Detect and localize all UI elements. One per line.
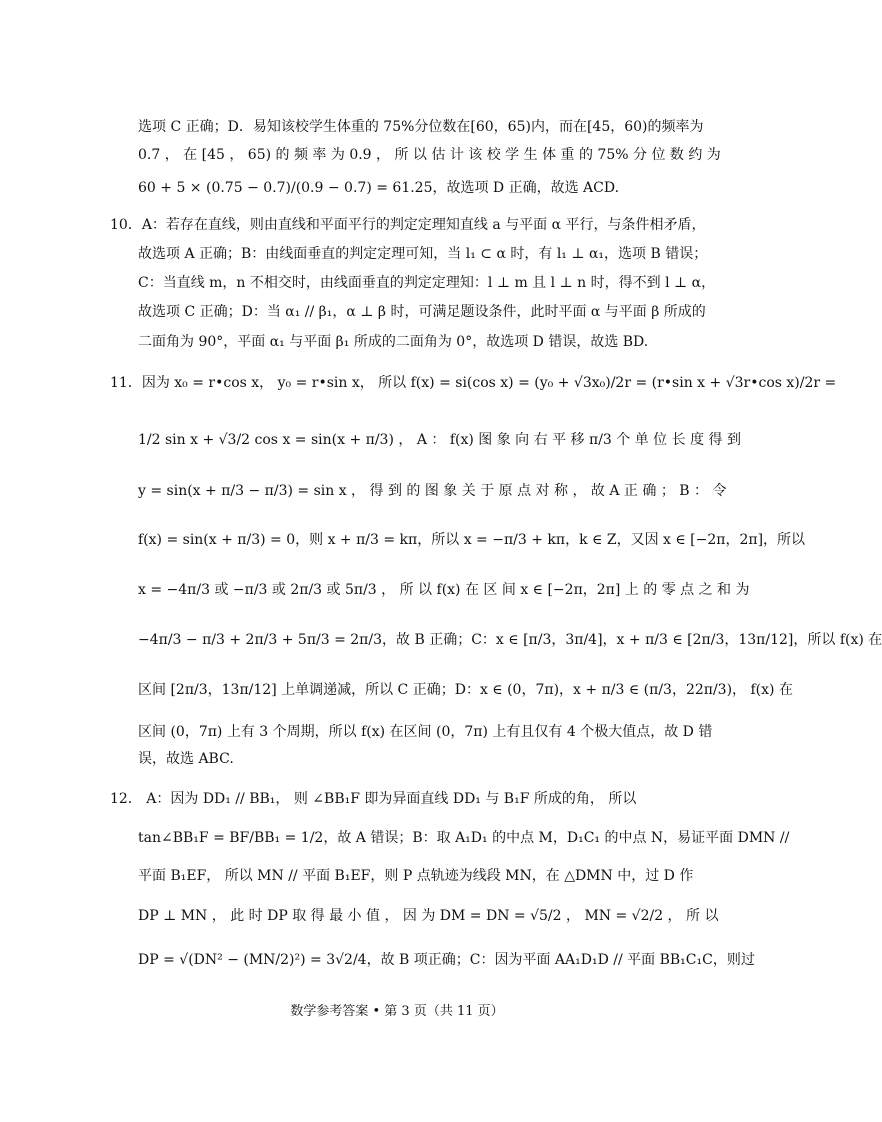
text-line-8: 二面角为 90°，平面 α₁ 与平面 β₁ 所成的二面角为 0°，故选项 D 错误，故选 BD. <box>138 334 649 350</box>
text-line-14: −4π/3 − π/3 + 2π/3 + 5π/3 = 2π/3，故 B 正确；C：x ∈ [π/3，3π/4]，x + π/3 ∈ [2π/3，13π/12]，所以 f(x) 在 <box>138 632 882 648</box>
text-line-22: DP = √(DN² − (MN/2)²) = 3√2/4，故 B 项正确；C：因为平面 AA₁D₁D // 平面 BB₁C₁C，则过 <box>138 952 755 968</box>
text-line-18: 12． A：因为 DD₁ // BB₁， 则 ∠BB₁F 即为异面直线 DD₁ 与 B₁F 所成的角， 所以 <box>110 791 637 807</box>
text-line-15: 区间 [2π/3，13π/12] 上单调递减，所以 C 正确；D：x ∈ (0，7π)，x + π/3 ∈ (π/3，22π/3)， f(x) 在 <box>138 682 793 698</box>
page-footer: 数学参考答案 • 第 3 页（共 11 页） <box>290 1004 504 1019</box>
text-line-12: f(x) = sin(x + π/3) = 0，则 x + π/3 = kπ，所以 x = −π/3 + kπ，k ∈ Z，又因 x ∈ [−2π，2π]，所以 <box>138 532 806 548</box>
text-line-7: 故选项 C 正确；D：当 α₁ // β₁，α ⊥ β 时，可满足题设条件，此时平面 α 与平面 β 所成的 <box>138 304 706 320</box>
text-line-3: 60 + 5 × (0.75 − 0.7)/(0.9 − 0.7) = 61.25，故选项 D 正确，故选 ACD. <box>138 180 620 196</box>
text-line-1: 选项 C 正确；D．易知该校学生体重的 75%分位数在[60，65)内，而在[45，60)的频率为 <box>138 119 704 135</box>
text-line-9: 11．因为 x₀ = r•cos x， y₀ = r•sin x， 所以 f(x) = si(cos x) = (y₀ + √3x₀)/2r = (r•sin x + √3r•cos x)/2r = <box>110 375 837 391</box>
text-line-11: y = sin(x + π/3 − π/3) = sin x ， 得 到 的 图 象 关 于 原 点 对 称 ， 故 A 正 确 ； B ： 令 <box>138 483 727 499</box>
text-line-20: 平面 B₁EF， 所以 MN // 平面 B₁EF，则 P 点轨迹为线段 MN，在 △DMN 中，过 D 作 <box>138 868 694 884</box>
text-line-21: DP ⊥ MN ， 此 时 DP 取 得 最 小 值 ， 因 为 DM = DN = √5/2 ， MN = √2/2 ， 所 以 <box>138 908 719 924</box>
text-line-16: 区间 (0，7π) 上有 3 个周期，所以 f(x) 在区间 (0，7π) 上有且仅有 4 个极大值点，故 D 错 <box>138 724 713 740</box>
text-line-2: 0.7 ， 在 [45 ， 65) 的 频 率 为 0.9 ， 所 以 估 计 该 校 学 生 体 重 的 75% 分 位 数 约 为 <box>138 147 721 163</box>
text-line-6: C：当直线 m，n 不相交时，由线面垂直的判定定理知：l ⊥ m 且 l ⊥ n 时，得不到 l ⊥ α， <box>138 275 716 291</box>
text-line-4: 10．A：若存在直线，则由直线和平面平行的判定定理知直线 a 与平面 α 平行，与条件相矛盾， <box>110 217 706 233</box>
text-line-10: 1/2 sin x + √3/2 cos x = sin(x + π/3) ， A ： f(x) 图 象 向 右 平 移 π/3 个 单 位 长 度 得 到 <box>138 432 741 448</box>
text-line-5: 故选项 A 正确；B：由线面垂直的判定定理可知，当 l₁ ⊂ α 时，有 l₁ ⊥ α₁，选项 B 错误； <box>138 246 708 262</box>
text-line-19: tan∠BB₁F = BF/BB₁ = 1/2，故 A 错误；B：取 A₁D₁ 的中点 M，D₁C₁ 的中点 N，易证平面 DMN // <box>138 830 790 846</box>
text-line-17: 误，故选 ABC. <box>138 751 234 767</box>
text-line-13: x = −4π/3 或 −π/3 或 2π/3 或 5π/3 ， 所 以 f(x) 在 区 间 x ∈ [−2π，2π] 上 的 零 点 之 和 为 <box>138 582 750 598</box>
